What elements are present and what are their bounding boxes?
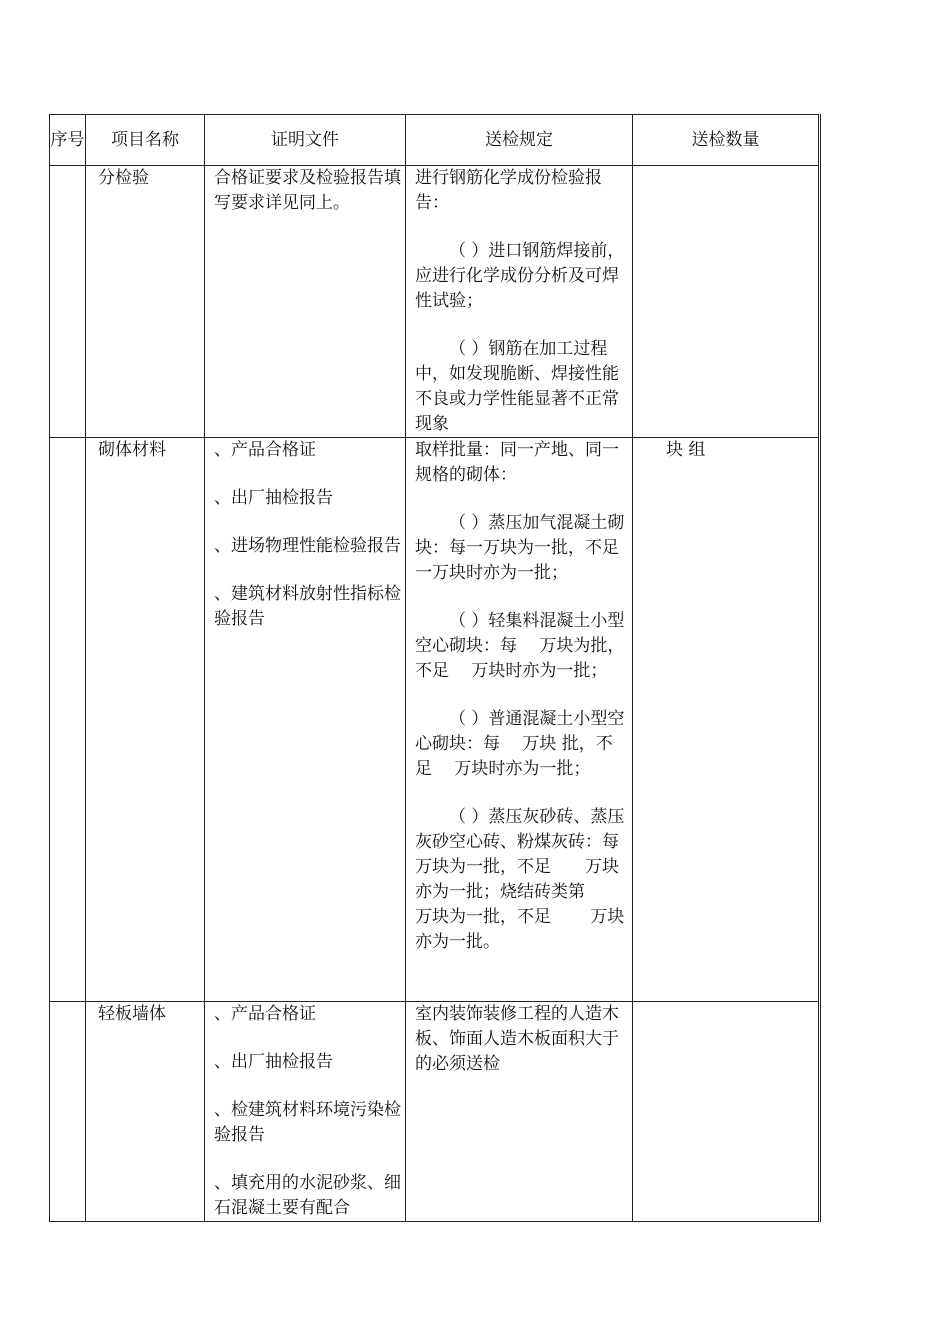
cell-quantity: 块 组 [633,438,820,1002]
header-row [50,115,820,166]
cell-item-name: 轻板墙体 [86,1002,205,1222]
cert-line: 、填充用的水泥砂浆、细石混凝土要有配合 [214,1173,401,1218]
rule-line: （ ）进口钢筋焊接前，应进行化学成份分析及可焊性试验； [415,241,625,311]
header-inspection-quantity: 送检数量 [633,115,820,166]
cell-certificates [205,166,406,438]
cert-line: 、出厂抽检报告 [214,488,333,508]
cert-line: 、建筑材料放射性指标检验报告 [214,584,401,629]
table-row [50,438,820,1002]
cert-line: 、出厂抽检报告 [214,1052,333,1072]
cell-item-name: 分检验 [86,166,205,438]
rule-line: 取样批量：同一产地、同一规格的砌体： [415,440,619,485]
cert-line: 、检建筑材料环境污染检验报告 [214,1100,401,1145]
rule-line: （ ）蒸压灰砂砖、蒸压灰砂空心砖、粉煤灰砖：每 万块为一批，不足 万块亦为一批；烧结砖类第 万块为一批，不足 万块亦为一批。 [415,807,653,952]
header-inspection-rules: 送检规定 [406,115,633,166]
cell-item-name: 砌体材料 [86,438,205,1002]
cell-inspection-rules [406,438,653,1002]
rule-line: （ ）普通混凝土小型空心砌块：每 万块 批，不足 万块时亦为一批； [415,709,625,779]
rule-line: （ ）蒸压加气混凝土砌块：每一万块为一批，不足一万块时亦为一批； [415,513,625,583]
header-certificates: 证明文件 [205,115,406,166]
cell-inspection-rules [406,1002,670,1222]
cell-certificates [205,1002,406,1222]
table-row [50,166,820,438]
inspection-table [49,114,821,1222]
cell-serial-no [50,438,86,1002]
cert-line: 、产品合格证 [214,1004,316,1024]
cell-serial-no [50,166,86,438]
cell-certificates [205,438,406,1002]
rule-line: （ ）钢筋在加工过程中，如发现脆断、焊接性能不良或力学性能显著不正常现象 [415,339,619,434]
cert-line: 、进场物理性能检验报告 [214,536,401,556]
cert-line: 、产品合格证 [214,440,316,460]
header-item-name: 项目名称 [86,115,205,166]
cell-quantity [633,166,820,438]
cell-inspection-rules [406,166,633,438]
rule-line: 室内装饰装修工程的人造木板、饰面人造木板面积大于 的必须送检 [415,1004,670,1074]
rule-line: （ ）轻集料混凝土小型空心砌块：每 万块为批，不足 万块时亦为一批； [415,611,625,681]
cert-line: 合格证要求及检验报告填写要求详见同上。 [214,168,401,213]
header-serial-no: 序号 [50,115,86,166]
cell-serial-no [50,1002,86,1222]
table-row [50,1002,820,1222]
rule-line: 进行钢筋化学成份检验报告： [415,168,602,213]
